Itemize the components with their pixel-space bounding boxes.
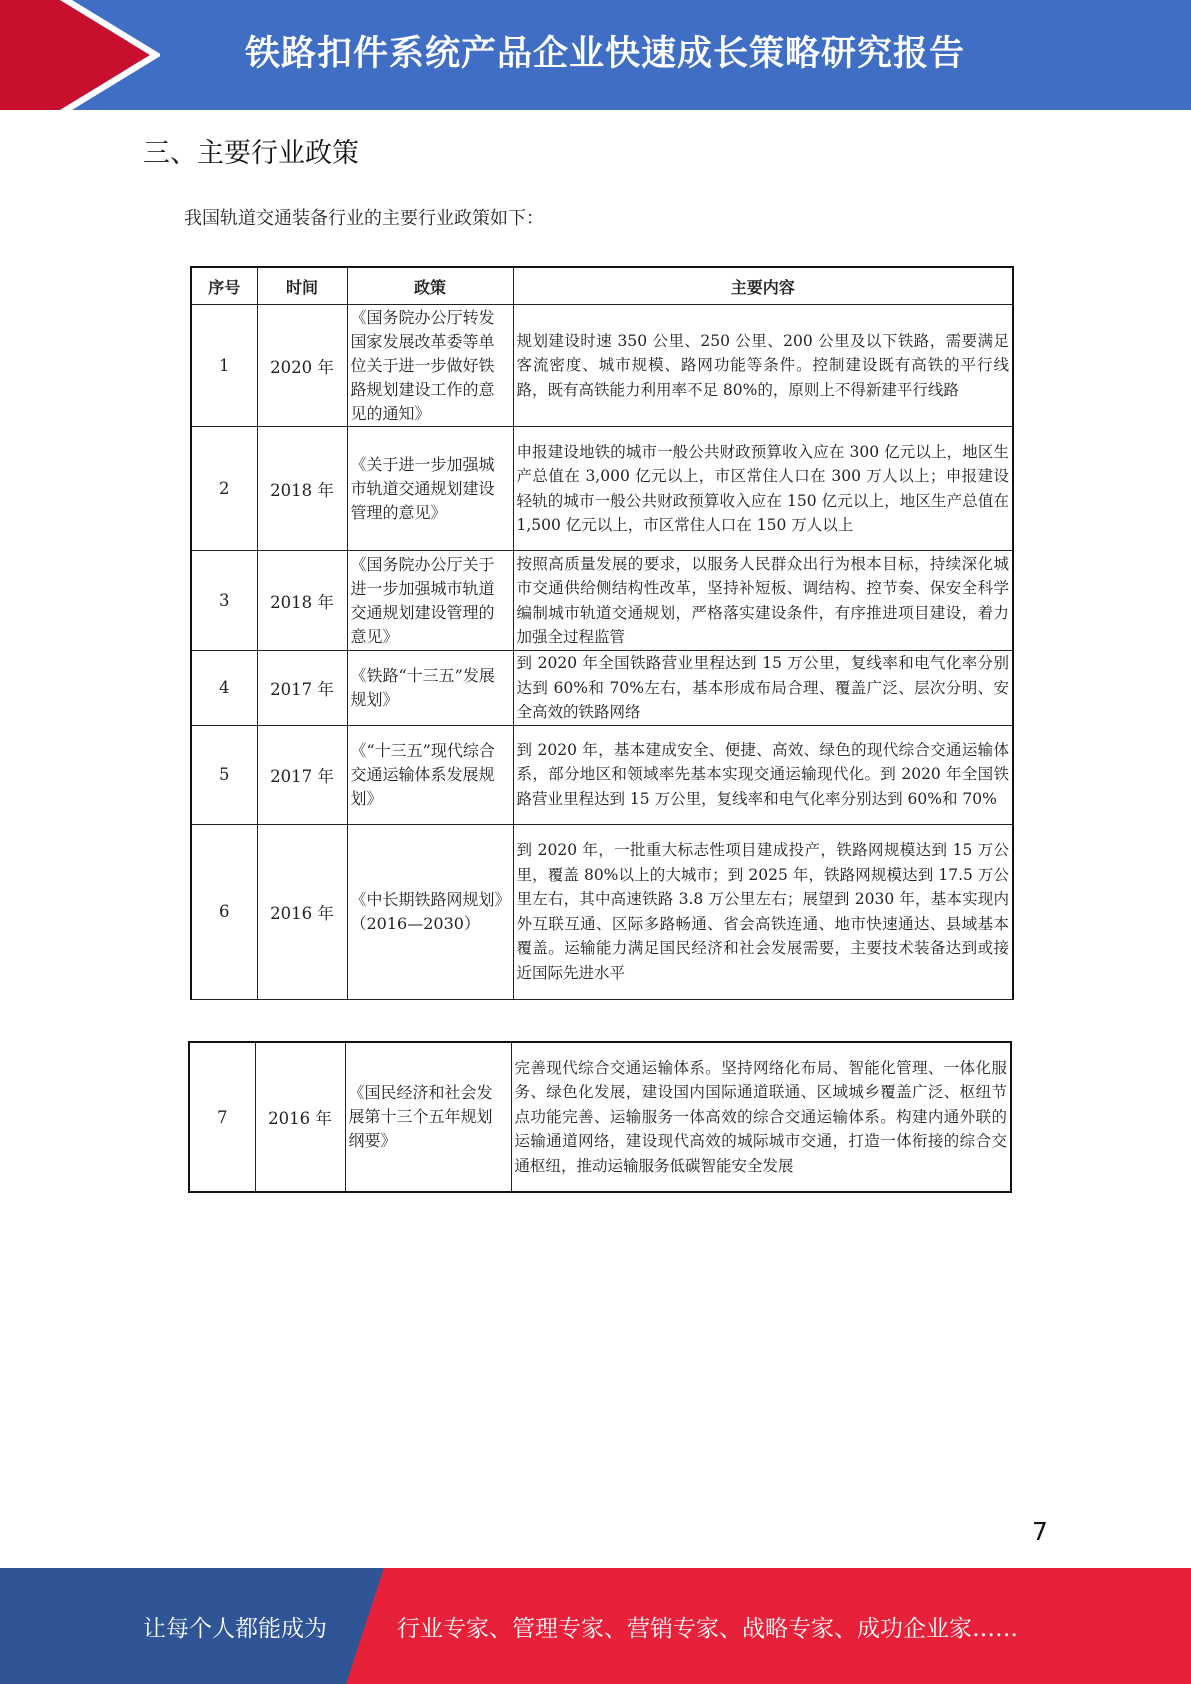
row-policy: 《“十三五”现代综合交通运输体系发展规划》 [347, 725, 513, 824]
row-policy: 《国务院办公厅关于进一步加强城市轨道交通规划建设管理的意见》 [347, 551, 513, 651]
table-row [191, 824, 1013, 999]
row-content: 申报建设地铁的城市一般公共财政预算收入应在 300 亿元以上，地区生产总值在 3,000 亿元以上，市区常住人口在 300 万人以上；申报建设轻轨的城市一般公共财政预算收入应在 150 亿元以上，地区生产总值在 1,500 亿元以上，市区常住人口在 150 万人以上 [513, 427, 1013, 551]
row-year: 2016 年 [255, 1042, 345, 1192]
row-policy: 《国务院办公厅转发国家发展改革委等单位关于进一步做好铁路规划建设工作的意见的通知》 [347, 305, 513, 427]
footer-banner [0, 1568, 1191, 1684]
row-year: 2020 年 [257, 305, 347, 427]
row-no: 1 [191, 305, 257, 427]
row-year: 2018 年 [257, 551, 347, 651]
policy-table-continued [188, 1041, 1012, 1193]
row-policy: 《国民经济和社会发展第十三个五年规划纲要》 [345, 1042, 511, 1192]
row-content: 到 2020 年，一批重大标志性项目建成投产，铁路网规模达到 15 万公里，覆盖 80%以上的大城市；到 2025 年，铁路网规模达到 17.5 万公里左右，其中高速铁路 3.8 万公里左右；展望到 2030 年，基本实现内外互联互通、区际多路畅通、省会高铁连通、地市快速通达、县域基本覆盖。运输能力满足国民经济和社会发展需要，主要技术装备达到或接近国际先进水平 [513, 824, 1013, 999]
row-no: 3 [191, 551, 257, 651]
table-row [191, 651, 1013, 726]
row-content: 到 2020 年，基本建成安全、便捷、高效、绿色的现代综合交通运输体系，部分地区和领域率先基本实现交通运输现代化。到 2020 年全国铁路营业里程达到 15 万公里，复线率和电气化率分别达到 60%和 70% [513, 725, 1013, 824]
row-no: 2 [191, 427, 257, 551]
row-year: 2016 年 [257, 824, 347, 999]
table-row [191, 551, 1013, 651]
section-title: 三、主要行业政策 [143, 138, 359, 169]
header-no: 序号 [191, 267, 257, 305]
table-row [191, 725, 1013, 824]
row-no: 5 [191, 725, 257, 824]
report-title: 铁路扣件系统产品企业快速成长策略研究报告 [245, 34, 966, 74]
header-policy: 政策 [347, 267, 513, 305]
row-policy: 《铁路“十三五”发展规划》 [347, 651, 513, 726]
header-content: 主要内容 [513, 267, 1013, 305]
row-content: 规划建设时速 350 公里、250 公里、200 公里及以下铁路，需要满足客流密度、城市规模、路网功能等条件。控制建设既有高铁的平行线路，既有高铁能力利用率不足 80%的，原则上不得新建平行线路 [513, 305, 1013, 427]
row-no: 7 [189, 1042, 255, 1192]
page-number: 7 [1032, 1517, 1048, 1546]
header-time: 时间 [257, 267, 347, 305]
table-row [191, 427, 1013, 551]
row-content: 完善现代综合交通运输体系。坚持网络化布局、智能化管理、一体化服务、绿色化发展，建设国内国际通道联通、区域城乡覆盖广泛、枢纽节点功能完善、运输服务一体高效的综合交通运输体系。构建内通外联的运输通道网络，建设现代高效的城际城市交通，打造一体衔接的综合交通枢纽，推动运输服务低碳智能安全发展 [511, 1042, 1011, 1192]
row-no: 6 [191, 824, 257, 999]
row-year: 2017 年 [257, 651, 347, 726]
row-content: 按照高质量发展的要求，以服务人民群众出行为根本目标，持续深化城市交通供给侧结构性改革，坚持补短板、调结构、控节奏、保安全科学编制城市轨道交通规划，严格落实建设条件，有序推进项目建设，着力加强全过程监管 [513, 551, 1013, 651]
footer-slogan-left: 让每个人都能成为 [143, 1616, 327, 1642]
table-header-row [191, 267, 1013, 305]
row-year: 2017 年 [257, 725, 347, 824]
table-row [191, 305, 1013, 427]
footer-slogan-right: 行业专家、管理专家、营销专家、战略专家、成功企业家…… [397, 1616, 1018, 1642]
row-content: 到 2020 年全国铁路营业里程达到 15 万公里，复线率和电气化率分别达到 60%和 70%左右，基本形成布局合理、覆盖广泛、层次分明、安全高效的铁路网络 [513, 651, 1013, 726]
row-policy: 《中长期铁路网规划》（2016—2030） [347, 824, 513, 999]
intro-text: 我国轨道交通装备行业的主要行业政策如下： [184, 208, 544, 229]
row-no: 4 [191, 651, 257, 726]
chevron-arrow-icon [0, 0, 160, 110]
policy-table [190, 266, 1014, 1000]
row-policy: 《关于进一步加强城市轨道交通规划建设管理的意见》 [347, 427, 513, 551]
table-row [189, 1042, 1011, 1192]
row-year: 2018 年 [257, 427, 347, 551]
header-banner [0, 0, 1191, 110]
